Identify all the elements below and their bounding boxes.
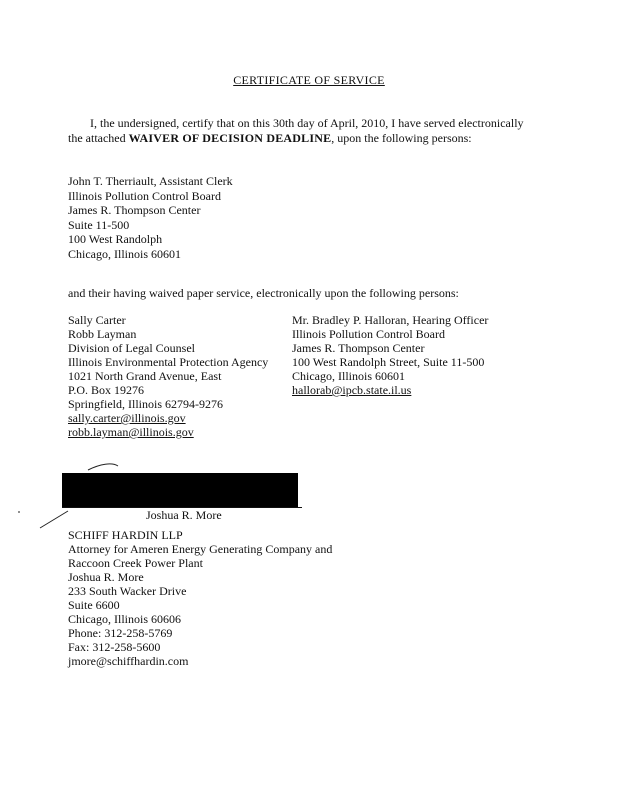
address-line: 233 South Wacker Drive: [68, 584, 187, 598]
intro-text-before: I, the undersigned, certify that on this 30th day of April, 2010, I have served electronically the attached: [68, 116, 524, 145]
address-line: Joshua R. More: [68, 570, 144, 584]
document-title: CERTIFICATE OF SERVICE: [233, 73, 385, 87]
intro-text-after: , upon the following persons:: [331, 130, 472, 145]
email-link-jmore[interactable]: jmore@schiffhardin.com: [68, 654, 189, 668]
address-line: Illinois Pollution Control Board: [68, 188, 222, 203]
address-line: Attorney for Ameren Energy Generating Company and: [68, 542, 333, 556]
address-line: Sally Carter: [68, 313, 126, 327]
phone-line: Phone: 312-258-5769: [68, 626, 173, 640]
address-line: James R. Thompson Center: [68, 203, 201, 217]
address-line: Raccoon Creek Power Plant: [68, 556, 203, 570]
signer-name: Joshua R. More: [146, 508, 222, 522]
address-line: Robb Layman: [68, 327, 137, 341]
address-line: Chicago, Illinois 60601: [292, 369, 405, 383]
address-line: Chicago, Illinois 60606: [68, 612, 181, 626]
address-line: Mr. Bradley P. Halloran, Hearing Officer: [292, 313, 489, 327]
address-line: Chicago, Illinois 60601: [68, 246, 181, 261]
document-name: WAIVER OF DECISION DEADLINE: [128, 130, 332, 145]
address-line: Illinois Pollution Control Board: [292, 327, 446, 341]
firm-address-block: [68, 528, 332, 668]
email-link-sally-carter[interactable]: sally.carter@illinois.gov: [68, 411, 186, 425]
address-line: 1021 North Grand Avenue, East: [68, 369, 222, 383]
email-link-halloran[interactable]: hallorab@ipcb.state.il.us: [292, 383, 412, 397]
firm-name: SCHIFF HARDIN LLP: [68, 528, 183, 542]
address-line: Suite 11-500: [68, 217, 130, 232]
address-line: Springfield, Illinois 62794-9276: [68, 397, 223, 411]
address-line: Division of Legal Counsel: [68, 341, 195, 355]
redacted-signature: [62, 473, 298, 507]
fax-line: Fax: 312-258-5600: [68, 640, 161, 654]
address-line: Suite 6600: [68, 598, 120, 612]
address-line: James R. Thompson Center: [292, 341, 425, 355]
address-line: Illinois Environmental Protection Agency: [68, 355, 269, 369]
address-line: P.O. Box 19276: [68, 383, 145, 397]
address-line: John T. Therriault, Assistant Clerk: [68, 174, 233, 188]
address-line: 100 West Randolph: [68, 232, 163, 246]
email-link-robb-layman[interactable]: robb.layman@illinois.gov: [68, 425, 194, 439]
address-line: 100 West Randolph Street, Suite 11-500: [292, 355, 485, 369]
waived-service-text: and their having waived paper service, electronically upon the following persons:: [68, 286, 459, 300]
